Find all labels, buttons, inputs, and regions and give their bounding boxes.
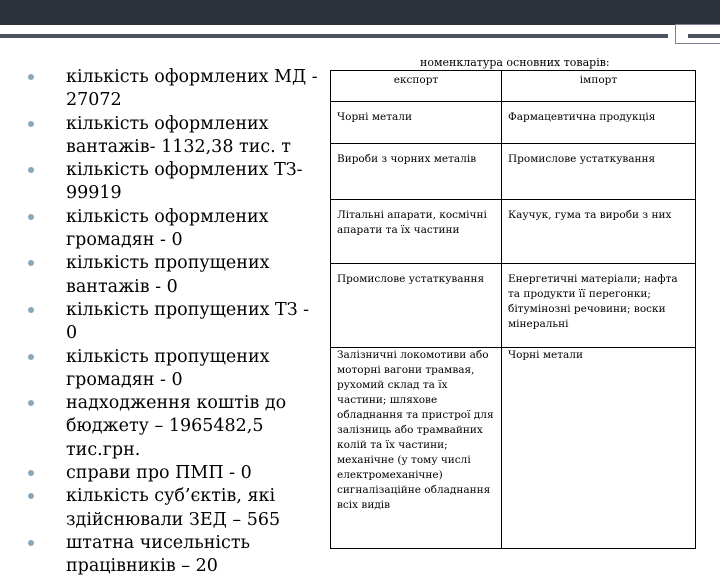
table-row	[331, 348, 696, 549]
list-item: надходження коштів до бюджету – 1965482,5 тис.грн.	[24, 392, 324, 462]
bullet-icon	[28, 493, 34, 499]
table-cell: Каучук, гума та вироби з них	[502, 200, 696, 264]
slide-top-rule	[0, 34, 668, 38]
table-cell: Літальні апарати, космічні апарати та їх частини	[331, 200, 502, 264]
list-item: кількість пропущених вантажів - 0	[24, 252, 324, 299]
bullet-icon	[28, 307, 34, 313]
list-item: кількість пропущених ТЗ - 0	[24, 299, 324, 346]
bullet-icon	[28, 121, 34, 127]
bullet-icon	[28, 354, 34, 360]
table-header-row	[331, 71, 696, 102]
table-row	[331, 102, 696, 144]
slide-corner-rule	[688, 34, 720, 38]
table-cell: Чорні метали	[331, 102, 502, 144]
table-row	[331, 264, 696, 348]
table-cell: Вироби з чорних металів	[331, 144, 502, 200]
goods-table	[330, 70, 696, 549]
list-item: кількість оформлених МД - 27072	[24, 66, 324, 113]
list-item: кількість оформлених громадян - 0	[24, 206, 324, 253]
bullet-icon	[28, 540, 34, 546]
bullet-icon	[28, 260, 34, 266]
header-export: експорт	[331, 71, 502, 102]
table-cell: Фармацевтична продукція	[502, 102, 696, 144]
bullet-icon	[28, 400, 34, 406]
list-item: кількість оформлених вантажів- 1132,38 тис. т	[24, 113, 324, 160]
statistics-list	[24, 66, 324, 579]
table-cell: Залізничні локомотиви або моторні вагони трамвая, рухомий склад та їх частини; шляхове обладнання та пристрої для залізниць або трамвайних колій та їх частини; механічне (у тому числі електромеханічне) сигналізаційне обладнання всіх видів	[331, 348, 502, 549]
bullet-icon	[28, 470, 34, 476]
bullet-icon	[28, 214, 34, 220]
list-item: кількість пропущених громадян - 0	[24, 346, 324, 393]
list-item: штатна чисельність працівників – 20	[24, 532, 324, 579]
list-item: кількість суб’єктів, які здійснювали ЗЕД – 565	[24, 485, 324, 532]
table-row	[331, 200, 696, 264]
table-cell: Енергетичні матеріали; нафта та продукти її перегонки; бітумінозні речовини; воски мінеральні	[502, 264, 696, 348]
table-cell: Промислове устаткування	[331, 264, 502, 348]
bullet-icon	[28, 74, 34, 80]
bullet-icon	[28, 167, 34, 173]
slide-top-bar	[0, 0, 720, 25]
table-row	[331, 144, 696, 200]
table-caption: номенклатура основних товарів:	[420, 56, 610, 69]
table-cell: Чорні метали	[502, 348, 696, 549]
list-item: кількість оформлених ТЗ- 99919	[24, 159, 324, 206]
table-cell: Промислове устаткування	[502, 144, 696, 200]
list-item: справи про ПМП - 0	[24, 462, 324, 485]
header-import: імпорт	[502, 71, 696, 102]
